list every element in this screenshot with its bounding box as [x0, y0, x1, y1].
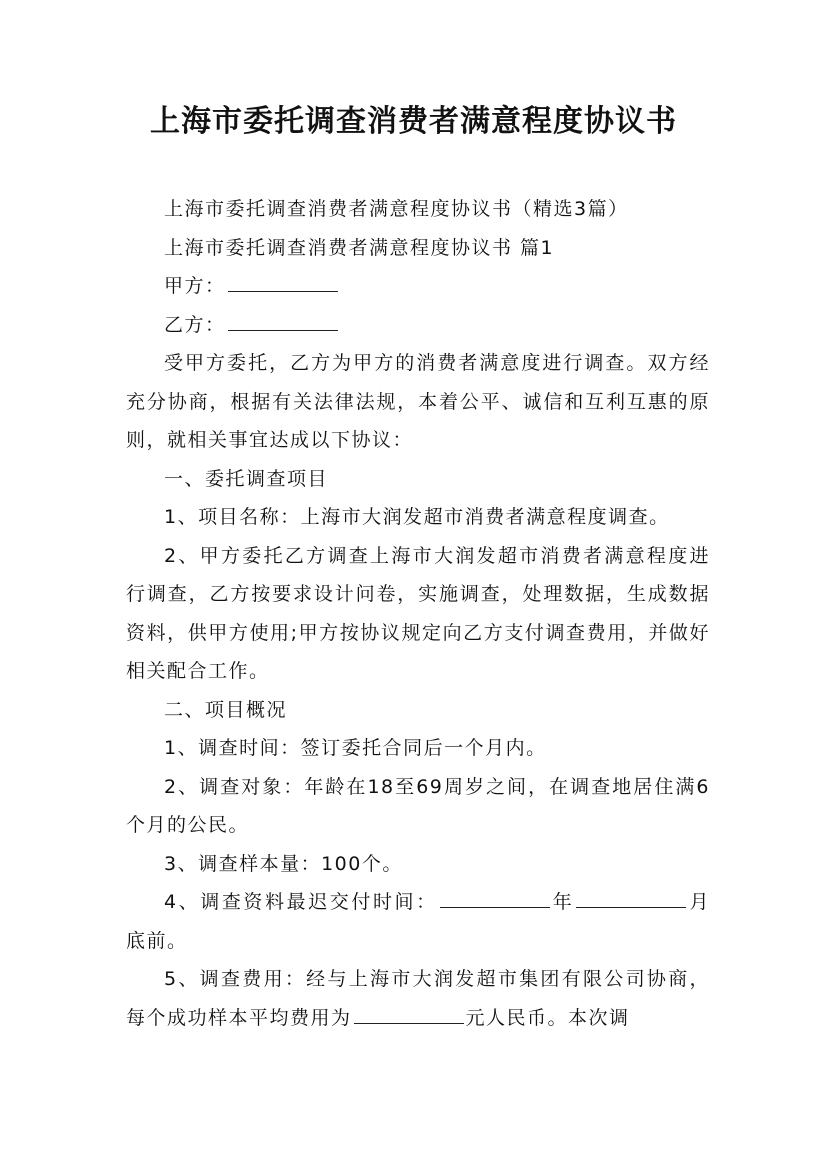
intro-paragraph: 受甲方委托，乙方为甲方的消费者满意度进行调查。双方经充分协商，根据有关法律法规，本着公平、诚信和互利互惠的原则，就相关事宜达成以下协议： — [126, 352, 710, 451]
party-a-blank — [228, 271, 338, 292]
item-2-3: 3、调查样本量：100个。 — [164, 852, 403, 875]
section-heading: 上海市委托调查消费者满意程度协议书 篇1 — [164, 236, 555, 259]
fee-amount-blank — [354, 1003, 464, 1024]
party-a-label: 甲方： — [164, 275, 226, 297]
item-1-2: 2、甲方委托乙方调查上海市大润发超市消费者满意程度进行调查，乙方按要求设计问卷，实施调查，处理数据，生成数据资料，供甲方使用;甲方按协议规定向乙方支付调查费用，并做好相关配合工作。 — [126, 544, 710, 682]
item-2-5 — [126, 960, 710, 1037]
heading-1: 一、委托调查项目 — [164, 467, 329, 490]
document-title: 上海市委托调查消费者满意程度协议书 — [150, 104, 677, 139]
item-2-1: 1、调查时间：签订委托合同后一个月内。 — [164, 737, 547, 759]
item-1-1: 1、项目名称：上海市大润发超市消费者满意程度调查。 — [164, 506, 670, 528]
month-end-label: 月底前。 — [126, 891, 710, 952]
party-a-line — [126, 267, 710, 306]
year-label: 年 — [551, 891, 575, 913]
document-subtitle: 上海市委托调查消费者满意程度协议书（精选3篇） — [164, 198, 629, 220]
fee-unit-text: 元人民币。本次调 — [465, 1006, 630, 1029]
party-b-blank — [228, 310, 338, 331]
party-b-line — [126, 306, 710, 345]
party-b-label: 乙方： — [164, 313, 226, 336]
fee-text: 5、调查费用：经与上海市大润发超市集团有限公司协商，每个成功样本平均费用为 — [126, 968, 710, 1029]
delivery-month-blank — [576, 887, 686, 908]
item-2-4 — [126, 883, 710, 960]
delivery-year-blank — [440, 887, 550, 908]
heading-2: 二、项目概况 — [164, 698, 288, 721]
delivery-time-label: 4、调查资料最迟交付时间： — [164, 891, 438, 913]
document-body — [126, 190, 710, 1037]
item-2-2: 2、调查对象：年龄在18至69周岁之间，在调查地居住满6个月的公民。 — [126, 775, 710, 836]
